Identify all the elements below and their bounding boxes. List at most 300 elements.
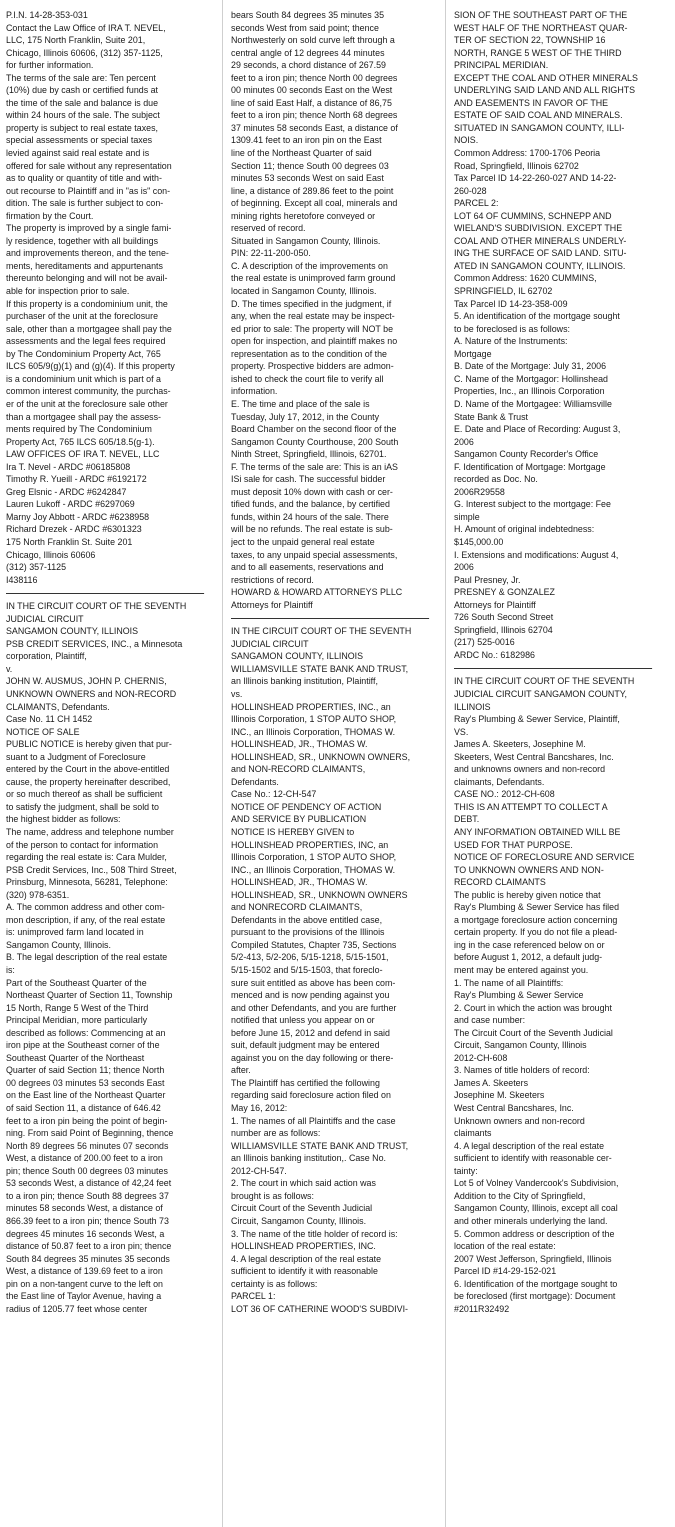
notice-line: within 24 hours of the sale. The subject bbox=[6, 110, 160, 122]
notice-line: SION OF THE SOUTHEAST PART OF THE bbox=[454, 10, 628, 21]
notice-line: WEST HALF OF THE NORTHEAST QUAR- bbox=[454, 22, 628, 34]
notice-line: to a iron pin; thence South 88 degrees 37 bbox=[6, 1190, 169, 1202]
notice-line: to be foreclosed is as follows: bbox=[454, 323, 570, 335]
notice-line: vs. bbox=[231, 688, 243, 700]
notice-line: and NONRECORD CLAIMANTS, bbox=[231, 902, 363, 914]
notice-line: distance of 50.87 feet to a iron pin; thence bbox=[6, 1241, 172, 1253]
notice-line: and other Defendants, and you are further bbox=[231, 1002, 397, 1014]
notice-line: ments, hereditaments and appurtenants bbox=[6, 260, 163, 272]
notice-line: PSB CREDIT SERVICES, INC., a Minnesota bbox=[6, 638, 183, 650]
notice-divider bbox=[454, 668, 652, 669]
notice-line: JUDICIAL CIRCUIT bbox=[6, 613, 84, 625]
notice-line: ed prior to sale: The property will NOT be bbox=[231, 323, 394, 335]
notice-line: Ray's Plumbing & Sewer Service bbox=[454, 990, 584, 1002]
notice-line: D. The times specified in the judgment, if bbox=[231, 298, 392, 310]
notice-line: The public is hereby given notice that bbox=[454, 889, 601, 901]
notice-line: PARCEL 1: bbox=[231, 1291, 276, 1303]
notice-line: must deposit 10% down with cash or cer- bbox=[231, 486, 393, 498]
notice-line: special assessments or special taxes bbox=[6, 135, 153, 147]
notice-line: 175 North Franklin St. Suite 201 bbox=[6, 536, 133, 548]
notice-line: ESTATE OF SAID COAL AND MINERALS. bbox=[454, 110, 623, 122]
notice-line: brought is as follows: bbox=[231, 1190, 314, 1202]
notice-line: suit, default judgment may be entered bbox=[231, 1040, 380, 1052]
notice-line: 00 minutes 00 seconds East on the West bbox=[231, 85, 393, 97]
notice-line: Attorneys for Plaintiff bbox=[231, 599, 313, 611]
notice-line: THIS IS AN ATTEMPT TO COLLECT A bbox=[454, 801, 608, 813]
notice-line: Northeast Quarter of Section 11, Township bbox=[6, 990, 173, 1002]
notice-line: recorded as Doc. No. bbox=[454, 474, 538, 486]
notice-line: Circuit, Sangamon County, Illinois bbox=[454, 1040, 587, 1052]
notice-line: SANGAMON COUNTY, ILLINOIS bbox=[231, 651, 364, 663]
notice-line: 5. Common address or description of the bbox=[454, 1228, 615, 1240]
notice-line: COAL AND OTHER MINERALS UNDERLY- bbox=[454, 235, 627, 247]
notice-line: 2012-CH-608 bbox=[454, 1052, 508, 1064]
notice-line: claimants, Defendants. bbox=[454, 776, 545, 788]
notice-line: West, a distance of 200.00 feet to a iron bbox=[6, 1153, 163, 1165]
notice-line: NOTICE OF SALE bbox=[6, 726, 80, 738]
notice-line: (217) 525-0016 bbox=[454, 637, 515, 649]
notice-line: ment may be entered against you. bbox=[454, 965, 589, 977]
notice-line: Unknown owners and non-record bbox=[454, 1115, 585, 1127]
notice-line: State Bank & Trust bbox=[454, 411, 529, 423]
notice-line: Illinois Corporation, 1 STOP AUTO SHOP, bbox=[231, 714, 397, 726]
notice-line: EXCEPT THE COAL AND OTHER MINERALS bbox=[454, 72, 638, 84]
notice-line: Situated in Sangamon County, Illinois. bbox=[231, 235, 381, 247]
notice-line: ISi sale for cash. The successful bidder bbox=[231, 474, 386, 486]
notice-line: HOWARD & HOWARD ATTORNEYS PLLC bbox=[231, 587, 403, 599]
notice-line: UNDERLYING SAID LAND AND ALL RIGHTS bbox=[454, 85, 636, 97]
notice-line: Skeeters, West Central Bancshares, Inc. bbox=[454, 751, 614, 763]
notice-line: E. Date and Place of Recording: August 3, bbox=[454, 424, 621, 436]
notice-line: NOTICE OF PENDENCY OF ACTION bbox=[231, 801, 382, 813]
notice-line: VS. bbox=[454, 726, 469, 738]
notice-line: iron pipe at the Southeast corner of the bbox=[6, 1040, 160, 1052]
notice-line: after. bbox=[231, 1065, 251, 1077]
notice-line: 2. The court in which said action was bbox=[231, 1178, 376, 1190]
notice-line: Ninth Street, Springfield, Illinois, 62701. bbox=[231, 449, 387, 461]
notice-line: mon description, if any, of the real estate bbox=[6, 914, 166, 926]
notice-line: UNKNOWN OWNERS and NON-RECORD bbox=[6, 688, 177, 700]
notice-line: feet to a iron pin; thence North 68 degrees bbox=[231, 110, 398, 122]
notice-line: purchaser of the unit at the foreclosure bbox=[6, 311, 159, 323]
notice-line: RECORD CLAIMANTS bbox=[454, 877, 546, 889]
notice-line: property is subject to real estate taxes, bbox=[6, 122, 159, 134]
column-separator bbox=[445, 0, 446, 1527]
notice-line: number are as follows: bbox=[231, 1128, 321, 1140]
notice-line: than a mortgagee shall pay the assess- bbox=[6, 411, 161, 423]
notice-line: 2007 West Jefferson, Springfield, Illinois bbox=[454, 1253, 612, 1265]
notice-line: HOLLINSHEAD, JR., THOMAS W. bbox=[231, 739, 368, 751]
notice-line: minutes 53 seconds West on said East bbox=[231, 173, 384, 185]
column-2 bbox=[231, 10, 429, 1316]
notice-line: 260-028 bbox=[454, 185, 487, 197]
notice-line: mining rights heretofore conveyed or bbox=[231, 210, 376, 222]
notice-line: ments required by The Condominium bbox=[6, 424, 152, 436]
notice-line: TO UNKNOWN OWNERS AND NON- bbox=[454, 864, 604, 876]
notice-line: 1309.41 feet to an iron pin on the East bbox=[231, 135, 382, 147]
notice-line: sale, other than a mortgagee shall pay the bbox=[6, 323, 172, 335]
notice-line: West Central Bancshares, Inc. bbox=[454, 1103, 574, 1115]
notice-line: pursuant to the provisions of the Illinois bbox=[231, 927, 385, 939]
notice-line: location of the real estate: bbox=[454, 1241, 556, 1253]
notice-line: ning. From said Point of Beginning, thence bbox=[6, 1128, 174, 1140]
notice-line: P.I.N. 14-28-353-031 bbox=[6, 10, 88, 21]
notice-line: WILLIAMSVILLE STATE BANK AND TRUST, bbox=[231, 1140, 409, 1152]
notice-line: against you on the day following or there- bbox=[231, 1052, 394, 1064]
notice-line: I438116 bbox=[6, 574, 38, 586]
notice-line: HOLLINSHEAD, SR., UNKNOWN OWNERS bbox=[231, 889, 408, 901]
notice-line: USED FOR THAT PURPOSE. bbox=[454, 839, 573, 851]
notice-line: The Plaintiff has certified the following bbox=[231, 1077, 380, 1089]
notice-line: PRINCIPAL MERIDIAN. bbox=[454, 60, 549, 72]
notice-line: ished to check the court file to verify all bbox=[231, 373, 384, 385]
notice-line: 2. Court in which the action was brought bbox=[454, 1002, 612, 1014]
notice-line: cause, the property hereinafter described, bbox=[6, 776, 171, 788]
notice-line: E. The time and place of the sale is bbox=[231, 398, 370, 410]
notice-line: $145,000.00 bbox=[454, 536, 504, 548]
notice-line: reserved of record. bbox=[231, 223, 306, 235]
notice-line: seconds West from said point; thence bbox=[231, 22, 379, 34]
legal-notice bbox=[231, 10, 429, 612]
notice-line: Sangamon County Courthouse, 200 South bbox=[231, 436, 399, 448]
notice-line: information. bbox=[231, 386, 278, 398]
column-1 bbox=[6, 10, 204, 1316]
notice-line: and case number: bbox=[454, 1015, 526, 1027]
notice-line: Common Address: 1700-1706 Peoria bbox=[454, 148, 601, 160]
legal-notice bbox=[6, 10, 204, 587]
notice-line: Ray's Plumbing & Sewer Service has filed bbox=[454, 902, 620, 914]
notice-line: sufficient to identify with reasonable cer- bbox=[454, 1153, 612, 1165]
notice-line: Principal Meridian, more particularly bbox=[6, 1015, 148, 1027]
notice-line: Lot 5 of Volney Vandercook's Subdivision, bbox=[454, 1178, 619, 1190]
notice-line: Tuesday, July 17, 2012, in the County bbox=[231, 411, 380, 423]
notice-line: Chicago, Illinois 60606 bbox=[6, 549, 96, 561]
notice-line: (320) 978-6351. bbox=[6, 889, 70, 901]
notice-line: H. Amount of original indebtedness: bbox=[454, 524, 595, 536]
notice-line: ANY INFORMATION OBTAINED WILL BE bbox=[454, 827, 621, 838]
notice-line: INC., an Illinois Corporation, THOMAS W. bbox=[231, 726, 396, 738]
notice-line: NOTICE OF FORECLOSURE AND SERVICE bbox=[454, 852, 635, 864]
notice-line: and improvements thereon, and the tene- bbox=[6, 248, 169, 260]
notice-divider bbox=[231, 618, 429, 619]
notice-line: Property Act, 765 ILCS 605/18.5(g-1). bbox=[6, 436, 155, 448]
notice-line: is: bbox=[6, 965, 15, 977]
notice-line: taxes, to any unpaid special assessments, bbox=[231, 549, 398, 561]
notice-line: 00 degrees 03 minutes 53 seconds East bbox=[6, 1077, 165, 1089]
notice-line: JUDICIAL CIRCUIT SANGAMON COUNTY, bbox=[454, 688, 627, 700]
notice-line: an Illinois banking institution, Plaintiff, bbox=[231, 676, 378, 688]
notice-line: JOHN W. AUSMUS, JOHN P. CHERNIS, bbox=[6, 676, 167, 688]
notice-line: IN THE CIRCUIT COURT OF THE SEVENTH bbox=[454, 676, 635, 688]
notice-line: TER OF SECTION 22, TOWNSHIP 16 bbox=[454, 35, 606, 47]
notice-line: 5. An identification of the mortgage sought bbox=[454, 311, 620, 323]
notice-line: out recourse to Plaintiff and in "as is" con- bbox=[6, 185, 171, 197]
notice-line: 3. Names of title holders of record: bbox=[454, 1065, 590, 1077]
notice-line: LOT 64 OF CUMMINS, SCHNEPP AND bbox=[454, 210, 612, 222]
notice-line: SANGAMON COUNTY, ILLINOIS bbox=[6, 626, 139, 638]
notice-line: Board Chamber on the second floor of the bbox=[231, 424, 397, 436]
notice-line: 1. The name of all Plaintiffs: bbox=[454, 977, 564, 989]
notice-line: NORTH, RANGE 5 WEST OF THE THIRD bbox=[454, 47, 622, 59]
notice-line: 866.39 feet to a iron pin; thence South 73 bbox=[6, 1215, 169, 1227]
notice-line: Defendants. bbox=[231, 776, 279, 788]
notice-line: as to quality or quantity of title and with- bbox=[6, 173, 162, 185]
notice-line: funds, within 24 hours of the sale. There bbox=[231, 511, 389, 523]
notice-line: sure suit entitled as above has been com- bbox=[231, 977, 396, 989]
notice-line: Greg Elsnic - ARDC #6242847 bbox=[6, 486, 127, 498]
notice-line: 2012-CH-547. bbox=[231, 1165, 287, 1177]
notice-line: the highest bidder as follows: bbox=[6, 814, 121, 826]
notice-line: is: unimproved farm land located in bbox=[6, 927, 144, 939]
notice-line: Addition to the City of Springfield, bbox=[454, 1190, 586, 1202]
notice-line: menced and is now pending against you bbox=[231, 990, 390, 1002]
notice-line: The Circuit Court of the Seventh Judicial bbox=[454, 1027, 613, 1039]
notice-line: South 84 degrees 35 minutes 35 seconds bbox=[6, 1253, 170, 1265]
notice-line: er of the unit at the foreclosure sale other bbox=[6, 398, 168, 410]
notice-line: radius of 1205.77 feet whose center bbox=[6, 1303, 148, 1315]
notice-line: IN THE CIRCUIT COURT OF THE SEVENTH bbox=[231, 626, 412, 638]
notice-line: ATED IN SANGAMON COUNTY, ILLINOIS. bbox=[454, 260, 626, 272]
notice-line: minutes 58 seconds West, a distance of bbox=[6, 1203, 163, 1215]
notice-line: Defendants in the above entitled case, bbox=[231, 914, 383, 926]
legal-notice bbox=[6, 601, 204, 1316]
notice-line: feet to a iron pin; thence North 00 degrees bbox=[231, 72, 398, 84]
notice-line: for further information. bbox=[6, 60, 94, 72]
legal-notice bbox=[454, 10, 652, 662]
notice-line: B. Date of the Mortgage: July 31, 2006 bbox=[454, 361, 607, 373]
notice-line: and other minerals underlying the land. bbox=[454, 1215, 608, 1227]
notice-line: SITUATED IN SANGAMON COUNTY, ILLI- bbox=[454, 122, 625, 134]
notice-line: 29 seconds, a chord distance of 267.59 bbox=[231, 60, 386, 72]
notice-line: simple bbox=[454, 511, 480, 523]
notice-line: line of the Northeast Quarter of said bbox=[231, 148, 372, 160]
notice-line: WILLIAMSVILLE STATE BANK AND TRUST, bbox=[231, 663, 409, 675]
notice-line: to satisfy the judgment, shall be sold to bbox=[6, 801, 159, 813]
column-3 bbox=[454, 10, 652, 1316]
notice-line: 4. A legal description of the real estate bbox=[454, 1140, 605, 1152]
notice-line: able for inspection prior to sale. bbox=[6, 286, 130, 298]
notice-line: 53 seconds West, a distance of 42,24 feet bbox=[6, 1178, 172, 1190]
notice-line: Ira T. Nevel - ARDC #06185808 bbox=[6, 461, 131, 473]
notice-line: regarding said foreclosure action filed on bbox=[231, 1090, 391, 1102]
notice-line: of beginning. Except all coal, minerals and bbox=[231, 198, 398, 210]
notice-line: PARCEL 2: bbox=[454, 198, 499, 210]
notice-line: PUBLIC NOTICE is hereby given that pur- bbox=[6, 739, 172, 751]
notice-line: common interest community, the purchas- bbox=[6, 386, 171, 398]
notice-line: firmation by the Court. bbox=[6, 210, 94, 222]
notice-line: feet to a iron pin being the point of begin- bbox=[6, 1115, 168, 1127]
notice-line: claimants bbox=[454, 1128, 492, 1140]
notice-line: Richard Drezek - ARDC #6301323 bbox=[6, 524, 142, 536]
notice-line: D. Name of the Mortgagee: Williamsville bbox=[454, 398, 612, 410]
notice-line: degrees 45 minutes 16 seconds West, a bbox=[6, 1228, 165, 1240]
notice-line: HOLLINSHEAD PROPERTIES, INC., an bbox=[231, 701, 391, 713]
notice-line: #2011R32492 bbox=[454, 1303, 510, 1315]
notice-line: 15 North, Range 5 West of the Third bbox=[6, 1002, 149, 1014]
notice-line: bears South 84 degrees 35 minutes 35 bbox=[231, 10, 385, 21]
notice-line: regarding the real estate is: Cara Mulder, bbox=[6, 852, 167, 864]
notice-line: described as follows: Commencing at an bbox=[6, 1027, 166, 1039]
notice-line: (10%) due by cash or certified funds at bbox=[6, 85, 159, 97]
notice-line: 1. The names of all Plaintiffs and the case bbox=[231, 1115, 396, 1127]
notice-line: before August 1, 2012, a default judg- bbox=[454, 952, 603, 964]
notice-line: West, a distance of 139.69 feet to a iron bbox=[6, 1266, 163, 1278]
notice-line: Southeast Quarter of the Northeast bbox=[6, 1052, 145, 1064]
notice-line: Part of the Southeast Quarter of the bbox=[6, 977, 147, 989]
notice-line: 3. The name of the title holder of record is: bbox=[231, 1228, 398, 1240]
notice-line: located in Sangamon County, Illinois. bbox=[231, 286, 377, 298]
notice-line: entered by the Court in the above-entitled bbox=[6, 764, 170, 776]
legal-notice bbox=[231, 626, 429, 1316]
notice-line: the real estate is unimproved farm ground bbox=[231, 273, 396, 285]
notice-line: pin; thence South 00 degrees 03 minutes bbox=[6, 1165, 168, 1177]
notice-line: 2006 bbox=[454, 436, 474, 448]
notice-line: and to all easements, reservations and bbox=[231, 562, 384, 574]
notice-line: B. The legal description of the real estate bbox=[6, 952, 168, 964]
notice-line: 37 minutes 58 seconds East, a distance of bbox=[231, 122, 398, 134]
notice-line: notified that unless you appear on or bbox=[231, 1015, 375, 1027]
notice-line: LAW OFFICES OF IRA T. NEVEL, LLC bbox=[6, 449, 160, 461]
notice-line: 2006 bbox=[454, 562, 474, 574]
notice-line: Road, Springfield, Illinois 62702 bbox=[454, 160, 579, 172]
notice-line: HOLLINSHEAD, SR., UNKNOWN OWNERS, bbox=[231, 751, 411, 763]
notice-line: F. The terms of the sale are: This is an iAS bbox=[231, 461, 398, 473]
notice-line: IN THE CIRCUIT COURT OF THE SEVENTH bbox=[6, 601, 187, 613]
notice-line: C. Name of the Mortgagor: Hollinshead bbox=[454, 373, 608, 385]
notice-line: Chicago, Illinois 60606, (312) 357-1125, bbox=[6, 47, 163, 59]
notice-line: May 16, 2012: bbox=[231, 1103, 288, 1115]
notice-line: I. Extensions and modifications: August 4, bbox=[454, 549, 619, 561]
notice-line: of said Section 11, a distance of 646.42 bbox=[6, 1103, 161, 1115]
notice-line: Tax Parcel ID 14-22-260-027 AND 14-22- bbox=[454, 173, 617, 185]
notice-line: Attorneys for Plaintiff bbox=[454, 599, 536, 611]
notice-line: HOLLINSHEAD, JR., THOMAS W. bbox=[231, 877, 368, 889]
notice-line: CASE NO.: 2012-CH-608 bbox=[454, 789, 555, 801]
notice-line: James A. Skeeters bbox=[454, 1077, 529, 1089]
notice-line: ly residence, together with all buildings bbox=[6, 235, 159, 247]
notice-line: If this property is a condominium unit, the bbox=[6, 298, 168, 310]
notice-line: Circuit Court of the Seventh Judicial bbox=[231, 1203, 373, 1215]
notice-line: DEBT. bbox=[454, 814, 480, 826]
notice-line: HOLLINSHEAD PROPERTIES, INC. bbox=[231, 1241, 376, 1253]
notice-line: central angle of 12 degrees 44 minutes bbox=[231, 47, 385, 59]
notice-line: ARDC No.: 6182986 bbox=[454, 649, 535, 661]
notice-line: PSB Credit Services, Inc., 508 Third Street, bbox=[6, 864, 177, 876]
notice-line: 5/15-1502 and 5/15-1503, that foreclo- bbox=[231, 965, 383, 977]
notice-line: Case No. 11 CH 1452 bbox=[6, 714, 93, 726]
notice-line: ject to the unpaid general real estate bbox=[231, 536, 375, 548]
notice-line: Case No.: 12-CH-547 bbox=[231, 789, 317, 801]
notice-line: The terms of the sale are: Ten percent bbox=[6, 72, 156, 84]
notice-line: The property is improved by a single fami- bbox=[6, 223, 172, 235]
notice-line: A. Nature of the Instruments: bbox=[454, 336, 568, 348]
notice-line: NOIS. bbox=[454, 135, 479, 147]
notice-line: James A. Skeeters, Josephine M. bbox=[454, 739, 586, 751]
notice-line: be foreclosed (first mortgage): Document bbox=[454, 1291, 616, 1303]
notice-line: PIN: 22-11-200-050. bbox=[231, 248, 311, 260]
notice-line: G. Interest subject to the mortgage: Fee bbox=[454, 499, 611, 511]
notice-line: Quarter of said Section 11; thence North bbox=[6, 1065, 165, 1077]
notice-line: AND SERVICE BY PUBLICATION bbox=[231, 814, 367, 826]
notice-line: a mortgage foreclosure action concerning bbox=[454, 914, 618, 926]
notice-line: A. The common address and other com- bbox=[6, 902, 165, 914]
notice-line: pin on a non-tangent curve to the left on bbox=[6, 1278, 163, 1290]
notice-line: line, a distance of 289.86 feet to the point bbox=[231, 185, 394, 197]
notice-line: LLC, 175 North Franklin, Suite 201, bbox=[6, 35, 146, 47]
notice-line: representation as to the condition of the bbox=[231, 348, 387, 360]
notice-line: offered for sale without any representation bbox=[6, 160, 172, 172]
notice-line: property. Prospective bidders are admon- bbox=[231, 361, 394, 373]
notice-line: Contact the Law Office of IRA T. NEVEL, bbox=[6, 22, 166, 34]
notice-line: Marny Joy Abbott - ARDC #6238958 bbox=[6, 511, 150, 523]
notice-line: 6. Identification of the mortgage sought to bbox=[454, 1278, 618, 1290]
notice-line: and unknowns owners and non-record bbox=[454, 764, 606, 776]
notice-line: restrictions of record. bbox=[231, 574, 314, 586]
notice-line: 726 South Second Street bbox=[454, 612, 554, 624]
notice-line: JUDICIAL CIRCUIT bbox=[231, 638, 309, 650]
notice-line: on the East line of the Northeast Quarter bbox=[6, 1090, 166, 1102]
notice-line: certain property. If you do not file a plead- bbox=[454, 927, 618, 939]
notice-line: tainty: bbox=[454, 1165, 478, 1177]
notice-line: 5/2-413, 5/2-206, 5/15-1218, 5/15-1501, bbox=[231, 952, 389, 964]
notice-line: North 89 degrees 56 minutes 07 seconds bbox=[6, 1140, 169, 1152]
notice-line: ing in the case referenced below on or bbox=[454, 939, 605, 951]
notice-line: Springfield, Illinois 62704 bbox=[454, 624, 553, 636]
notice-line: corporation, Plaintiff, bbox=[6, 651, 87, 663]
notice-line: NOTICE IS HEREBY GIVEN to bbox=[231, 827, 355, 838]
notice-line: certainty is as follows: bbox=[231, 1278, 318, 1290]
notice-line: by The Condominium Property Act, 765 bbox=[6, 348, 161, 360]
notice-line: Parcel ID #14-29-152-021 bbox=[454, 1266, 557, 1278]
notice-line: Section 11; thence South 00 degrees 03 bbox=[231, 160, 389, 172]
notice-line: Tax Parcel ID 14-23-358-009 bbox=[454, 298, 568, 310]
notice-line: assessments and the legal fees required bbox=[6, 336, 166, 348]
notice-line: Illinois Corporation, 1 STOP AUTO SHOP, bbox=[231, 852, 397, 864]
notice-line: 2006R29558 bbox=[454, 486, 505, 498]
notice-line: 4. A legal description of the real estate bbox=[231, 1253, 382, 1265]
notice-line: PRESNEY & GONZALEZ bbox=[454, 587, 555, 599]
notice-line: open for inspection, and plaintiff makes no bbox=[231, 336, 398, 348]
notice-line: SPRINGFIELD, IL 62702 bbox=[454, 286, 553, 298]
notice-line: CLAIMANTS, Defendants. bbox=[6, 701, 110, 713]
notice-line: suant to a Judgment of Foreclosure bbox=[6, 751, 146, 763]
notice-line: tified funds, and the balance, by certified bbox=[231, 499, 390, 511]
notice-line: sufficient to identify it with reasonable bbox=[231, 1266, 378, 1278]
notice-line: Compiled Statutes, Chapter 735, Sections bbox=[231, 939, 397, 951]
notice-line: Northwesterly on sold curve left through a bbox=[231, 35, 395, 47]
notice-line: (312) 357-1125 bbox=[6, 562, 67, 574]
notice-line: any, when the real estate may be inspect- bbox=[231, 311, 395, 323]
notice-line: Timothy R. Yueill - ARDC #6192172 bbox=[6, 474, 147, 486]
notice-line: of the person to contact for information bbox=[6, 839, 159, 851]
notice-line: the time of the sale and balance is due bbox=[6, 97, 159, 109]
notice-line: thereunto belonging and will not be avail- bbox=[6, 273, 168, 285]
notice-divider bbox=[6, 593, 204, 594]
notice-line: HOLLINSHEAD PROPERTIES, INC, an bbox=[231, 839, 389, 851]
notice-line: ING THE SURFACE OF SAID LAND. SITU- bbox=[454, 248, 627, 260]
notice-line: Properties, Inc., an Illinois Corporation bbox=[454, 386, 605, 398]
column-separator bbox=[222, 0, 223, 1527]
notice-line: dition. The sale is further subject to con- bbox=[6, 198, 164, 210]
notice-line: and NON-RECORD CLAIMANTS, bbox=[231, 764, 366, 776]
notice-line: before June 15, 2012 and defend in said bbox=[231, 1027, 390, 1039]
notice-line: F. Identification of Mortgage: Mortgage bbox=[454, 461, 606, 473]
notice-line: The name, address and telephone number bbox=[6, 827, 174, 838]
notice-line: Circuit, Sangamon County, Illinois. bbox=[231, 1215, 367, 1227]
notice-line: Ray's Plumbing & Sewer Service, Plaintiff, bbox=[454, 714, 620, 726]
notice-line: WIELAND'S SUBDIVISION. EXCEPT THE bbox=[454, 223, 623, 235]
notice-line: Sangamon County, Illinois, except all coal bbox=[454, 1203, 618, 1215]
